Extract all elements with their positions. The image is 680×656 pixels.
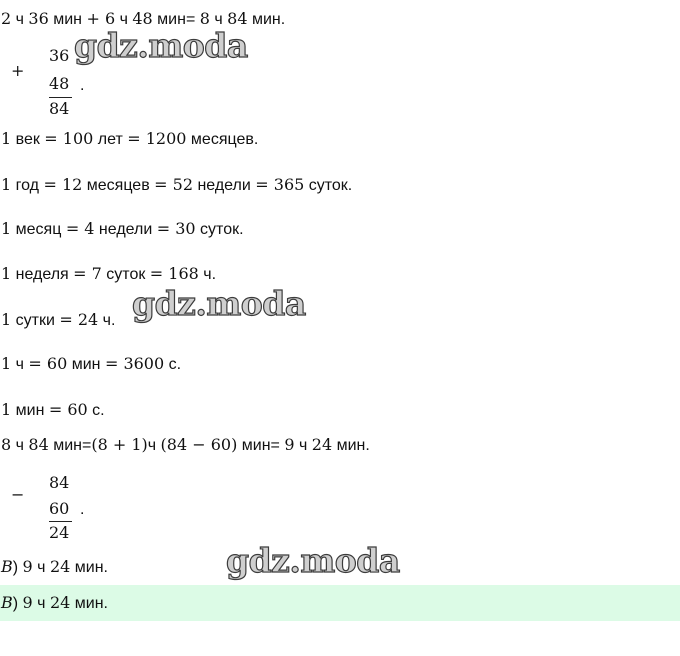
equation-conversion: 8 ч 84 мин=(8 + 1)ч (84 − 60) мин= 9 ч 24 мин.	[1, 435, 370, 454]
subtrahend: 60	[49, 499, 70, 518]
addend-top: 36	[49, 46, 70, 65]
sum-rule	[49, 97, 72, 98]
period: .	[80, 501, 85, 518]
watermark-logo: gdz.moda	[74, 26, 248, 65]
answer-highlighted: В) 9 ч 24 мин.	[1, 593, 108, 612]
plus-operator: +	[11, 61, 25, 80]
watermark-logo: gdz.moda	[226, 541, 400, 580]
fact-minute: 1 мин = 60 с.	[1, 400, 105, 419]
minus-operator: −	[11, 485, 25, 504]
fact-hour: 1 ч = 60 мин = 3600 с.	[1, 354, 182, 373]
addend-bottom: 48	[49, 74, 70, 93]
answer-highlight-box	[0, 585, 680, 621]
watermark-logo: gdz.moda	[132, 284, 306, 323]
period: .	[80, 77, 85, 94]
difference-result: 24	[49, 523, 70, 542]
fact-year: 1 год = 12 месяцев = 52 недели = 365 суток.	[1, 175, 353, 194]
minuend: 84	[49, 473, 70, 492]
fact-day: 1 сутки = 24 ч.	[1, 310, 116, 329]
answer-line: В) 9 ч 24 мин.	[1, 557, 108, 576]
fact-month: 1 месяц = 4 недели = 30 суток.	[1, 219, 244, 238]
equation-time-sum: 2 ч 36 мин + 6 ч 48 мин= 8 ч 84 мин.	[1, 9, 286, 28]
sum-result: 84	[49, 99, 70, 118]
fact-week: 1 неделя = 7 суток = 168 ч.	[1, 264, 217, 283]
difference-rule	[49, 521, 72, 522]
fact-century: 1 век = 100 лет = 1200 месяцев.	[1, 129, 259, 148]
